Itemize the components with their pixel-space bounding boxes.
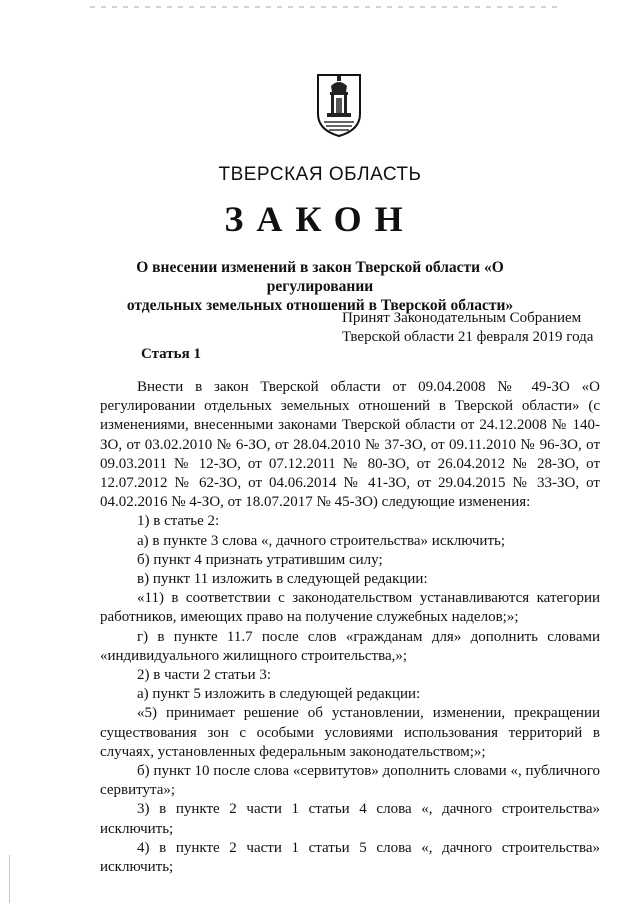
amendment-item: в) пункт 11 изложить в следующей редакции: xyxy=(137,571,428,588)
amendment-item: 3) в пункте 2 части 1 статьи 4 слова «, дачного строительства» исключить; xyxy=(100,801,600,837)
amendment-item: 4) в пункте 2 части 1 статьи 5 слова «, дачного строительства» исключить; xyxy=(100,839,600,876)
adoption-line: Тверской области 21 февраля 2019 года xyxy=(342,329,594,345)
amendment-item: 2) в части 2 статьи 3: xyxy=(137,667,272,684)
amendment-item: 1) в статье 2: xyxy=(137,513,220,530)
law-title-line: отдельных земельных отношений в Тверской области» xyxy=(126,297,514,314)
scan-artifact-edge xyxy=(9,855,10,903)
amendment-item: б) пункт 4 признать утратившим силу; xyxy=(137,551,383,568)
article-body xyxy=(100,378,600,877)
document-type-heading: ЗАКОН xyxy=(224,199,416,239)
article-intro-paragraph: Внести в закон Тверской области от 09.04.2008 № 49-ЗО «О регулировании отдельных земельных отношений в Тверской области» (с изменениями, внесенными законами Тверской области от 24.12.2008 № 140-ЗО, от 03.02.2010 № 6-ЗО, от 28.04.2010 № 37-ЗО, от 09.11.2010 № 96-ЗО, от 09.03.2011 № 12-ЗО, от 07.12.2011 № 80-ЗО, от 26.04.2012 № 28-ЗО, от 12.07.2012 № 62-ЗО, от 04.06.2014 № 41-ЗО, от 29.04.2015 № 33-ЗО, от 04.02.2016 № 4-ЗО, от 18.07.2017 № 45-ЗО) следующие изменения: xyxy=(100,379,600,511)
law-title-line: О внесении изменений в закон Тверской области «О регулировании xyxy=(136,259,504,295)
region-heading: ТВЕРСКАЯ ОБЛАСТЬ xyxy=(218,164,422,185)
scan-artifact-top xyxy=(90,6,560,8)
amendment-item: а) в пункте 3 слова «, дачного строительства» исключить; xyxy=(137,532,506,549)
adoption-line: Принят Законодательным Собранием xyxy=(342,310,582,326)
article-heading: Статья 1 xyxy=(141,346,201,362)
amendment-item: «11) в соответствии с законодательством устанавливаются категории работников, имеющих право на получение служебных наделов;»; xyxy=(100,590,600,626)
amendment-item: г) в пункте 11.7 после слов «гражданам для» дополнить словами «индивидуального жилищного строительства,»; xyxy=(100,628,600,664)
adoption-note xyxy=(342,309,612,347)
amendment-item: б) пункт 10 после слова «сервитутов» дополнить словами «, публичного сервитута»; xyxy=(100,763,600,799)
amendment-item: «5) принимает решение об установлении, изменении, прекращении существования зон с особыми условиями использования территорий в случаях, установленных федеральным законодательством;»; xyxy=(100,705,600,760)
amendment-item: а) пункт 5 изложить в следующей редакции: xyxy=(137,686,421,703)
law-title xyxy=(100,258,540,315)
tver-coat-of-arms-icon xyxy=(316,72,362,138)
